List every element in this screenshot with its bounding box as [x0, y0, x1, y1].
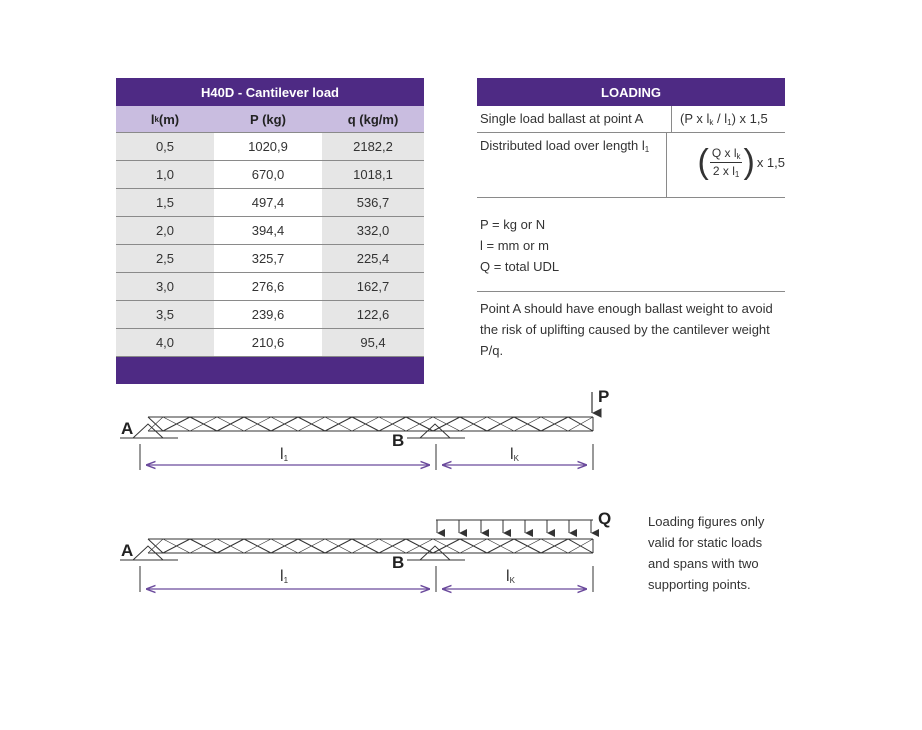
lk-cell: 3,0: [116, 273, 214, 300]
dimension-lines-2: [140, 566, 593, 592]
truss-2: [148, 539, 593, 553]
lk-cell: 0,5: [116, 133, 214, 160]
paren-open: (: [697, 143, 709, 181]
table-title: H40D - Cantilever load: [116, 78, 424, 106]
p-cell: 670,0: [214, 161, 322, 188]
q-cell: 225,4: [322, 245, 424, 272]
dim-l1-1: $l_1$: [280, 446, 289, 463]
fraction: $\frac{Q x l_k}{2 x l_1}$: [711, 145, 741, 179]
unit-q: Q = total UDL: [480, 259, 560, 274]
dimension-lines-1: [140, 444, 593, 470]
lk-cell: 2,0: [116, 217, 214, 244]
single-load-formula: (P x $l_k / l_1$) x 1,5: [680, 111, 768, 127]
label-q: Q: [598, 509, 612, 528]
label-a-1: A: [121, 419, 134, 438]
unit-p: P = kg or N: [480, 217, 546, 232]
lk-cell: 4,0: [116, 329, 214, 356]
q-cell: 162,7: [322, 273, 424, 300]
lk-cell: 2,5: [116, 245, 214, 272]
q-cell: 332,0: [322, 217, 424, 244]
truss-1: [148, 417, 593, 431]
p-cell: 325,7: [214, 245, 322, 272]
distributed-load-arrows: [436, 520, 593, 533]
label-b-1: B: [392, 431, 405, 450]
column-header-p: P (kg): [250, 111, 286, 127]
single-load-label: Single load ballast at point A: [477, 106, 672, 132]
q-cell: 2182,2: [322, 133, 424, 160]
static-load-note: Loading figures only valid for static loads and spans with two supporting points.: [648, 514, 765, 592]
dim-lk-1: $l_K$: [510, 446, 519, 463]
lk-cell: 1,0: [116, 161, 214, 188]
p-cell: 239,6: [214, 301, 322, 328]
factor: x 1,5: [756, 154, 785, 170]
paren-close: ): [743, 143, 755, 181]
ballast-note: Point A should have enough ballast weight to avoid the risk of uplifting caused by the cantilever weight P/q.: [480, 301, 773, 358]
unit-l: l = mm or m: [480, 238, 549, 253]
distributed-load-label: Distributed load over length $l_1$: [477, 133, 667, 197]
p-cell: 210,6: [214, 329, 322, 356]
q-cell: 536,7: [322, 189, 424, 216]
q-cell: 95,4: [322, 329, 424, 356]
p-cell: 276,6: [214, 273, 322, 300]
lk-cell: 1,5: [116, 189, 214, 216]
q-cell: 1018,1: [322, 161, 424, 188]
lk-cell: 3,5: [116, 301, 214, 328]
p-cell: 497,4: [214, 189, 322, 216]
dim-lk-2: $l_K$: [506, 568, 515, 585]
p-cell: 394,4: [214, 217, 322, 244]
label-a-2: A: [121, 541, 134, 560]
q-cell: 122,6: [322, 301, 424, 328]
label-b-2: B: [392, 553, 405, 572]
column-header-lk: l k (m): [150, 111, 180, 127]
label-p: P: [598, 387, 610, 406]
p-cell: 1020,9: [214, 133, 322, 160]
dim-l1-2: $l_1$: [280, 568, 289, 585]
column-header-q: q (kg/m): [347, 111, 399, 127]
loading-title: LOADING: [477, 78, 785, 106]
